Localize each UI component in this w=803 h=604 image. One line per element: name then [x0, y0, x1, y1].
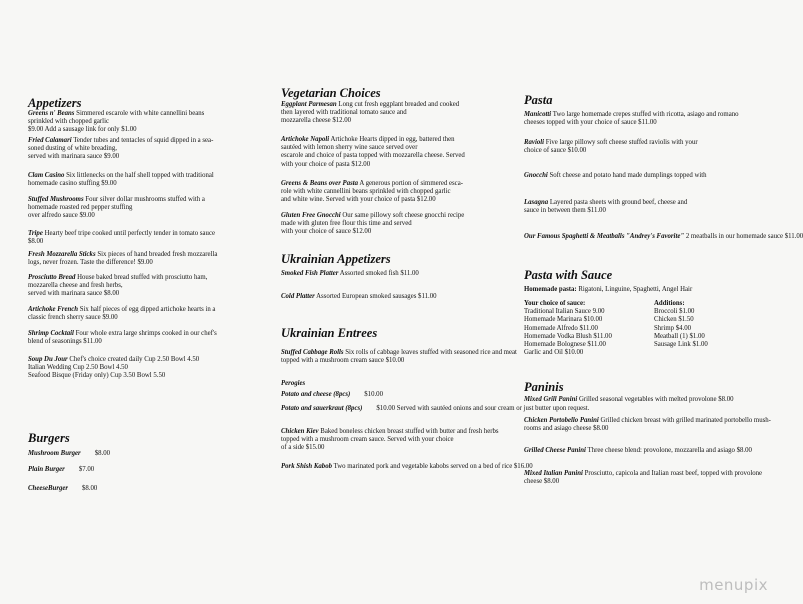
menu-item — [28, 450, 258, 458]
watermark: menupix — [699, 576, 768, 594]
item-name: Artichoke Napoli — [281, 136, 330, 143]
item-desc-line: Soft cheese and potato hand made dumplings topped with — [549, 172, 707, 179]
additions-header: Additions: — [654, 300, 685, 307]
sauce-option: Traditional Italian Sauce 9.00 — [524, 308, 605, 316]
item-desc-line: homemade casino stuffing $9.00 — [28, 180, 117, 188]
item-name: Cold Platter — [281, 293, 315, 300]
ukrainian-appetizers-title: Ukrainian Appetizers — [281, 252, 391, 266]
item-desc-line: Grilled chicken breast with grilled marinated portobello mush- — [600, 417, 771, 424]
item-name: Ravioli — [524, 139, 545, 146]
menu-item — [281, 136, 511, 169]
item-price: $10.00 — [376, 405, 396, 412]
item-desc-line: escarole and choice of pasta topped with mozzarella cheese. Served — [281, 152, 465, 160]
item-name: Greens & Beans over Pasta — [281, 180, 359, 187]
sauce-option: Garlic and Oil $10.00 — [524, 349, 584, 357]
sauce-option: Homemade Vodka Blush $11.00 — [524, 332, 612, 340]
item-desc-line: over alfredo sauce $9.00 — [28, 212, 95, 220]
item-name: Mixed Grill Panini — [524, 396, 578, 403]
addition-option — [654, 349, 708, 357]
item-desc-line: sauce in between them $11.00 — [524, 207, 606, 215]
paninis-title: Paninis — [524, 380, 564, 394]
item-desc-line: Chef's choice created daily Cup 2.50 Bowl 4.50 — [69, 356, 200, 363]
menu-item — [28, 485, 258, 493]
menu-item — [28, 330, 258, 346]
item-price: $8.00 — [82, 485, 98, 492]
item-price: $7.00 — [78, 466, 95, 473]
item-name: Tripe — [28, 230, 43, 237]
item-name: Smoked Fish Platter — [281, 270, 339, 277]
sauce-row — [524, 349, 708, 357]
item-desc-line: served with marinara sauce $8.00 — [28, 290, 120, 298]
item-desc-line: served with marinara sauce $9.00 — [28, 153, 120, 161]
sauce-option: Homemade Marinara $10.00 — [524, 316, 603, 324]
sauce-row — [524, 308, 708, 316]
item-name: Manicotti — [524, 111, 552, 118]
item-desc-line: mozzarella cheese and fresh herbs, — [28, 282, 123, 290]
menu-item — [28, 466, 258, 474]
item-name: Soup Du Jour — [28, 356, 68, 363]
item-desc-line: cheese $8.00 — [524, 478, 560, 486]
pasta-types: Rigatoni, Linguine, Spaghetti, Angel Hair — [578, 286, 693, 293]
item-desc-line: $9.00 Add a sausage link for only $1.00 — [28, 126, 137, 134]
menu-item — [281, 428, 511, 453]
menu-item — [28, 230, 258, 246]
item-name: Prosciutto Bread — [28, 274, 76, 281]
item-desc-line: topped with a mushroom cream sauce. Served with your choice — [281, 436, 454, 444]
addition-option: Sausage Link $1.00 — [654, 341, 708, 349]
item-desc-line: topped with a mushroom cream sauce $10.00 — [281, 357, 405, 365]
item-desc-line: sautéed with lemon sherry wine sauce served over — [281, 144, 418, 152]
item-desc-line: Grilled seasonal vegetables with melted provolone $8.00 — [578, 396, 734, 403]
item-name: Fresh Mozzarella Sticks — [28, 251, 96, 258]
menu-item — [28, 110, 258, 135]
item-desc-line: $8.00 — [28, 238, 44, 246]
item-desc-line: and white wine. Served with your choice of pasta $12.00 — [281, 196, 436, 204]
menu-item — [281, 212, 511, 237]
ukrainian-entrees-title: Ukrainian Entrees — [281, 326, 378, 340]
item-desc-line: Baked boneless chicken breast stuffed with butter and fresh herbs — [320, 428, 499, 435]
menu-item — [281, 391, 511, 399]
item-desc-line: of a side $15.00 — [281, 444, 325, 452]
addition-option: Shrimp $4.00 — [654, 324, 692, 332]
menu-item — [281, 405, 590, 413]
item-name: Gnocchi — [524, 172, 548, 179]
item-desc-line: Four whole extra large shrimps cooked in our chef's — [75, 330, 217, 337]
sauce-row — [524, 325, 708, 333]
item-desc-line: choice of sauce $10.00 — [524, 147, 587, 155]
item-desc-line: cheeses topped with your choice of sauce $11.00 — [524, 119, 657, 127]
item-desc-line: Layered pasta sheets with ground beef, cheese and — [549, 199, 688, 206]
sauce-option: Homemade Bolognese $11.00 — [524, 341, 606, 349]
menu-item — [524, 447, 762, 455]
item-desc-line: A generous portion of simmered esca- — [359, 180, 463, 187]
item-desc-line: Four silver dollar mushrooms stuffed with a — [85, 196, 205, 203]
item-desc-line: Two large homemade crepes stuffed with ricotta, asiago and romano — [552, 111, 739, 118]
sauce-row — [524, 316, 708, 324]
menu-item — [281, 463, 533, 471]
item-desc-line: Two marinated pork and vegetable kabobs served on a bed of rice $16.00 — [333, 463, 533, 470]
menu-item — [524, 233, 803, 241]
item-name: Plain Burger — [28, 466, 65, 473]
item-price: $10.00 — [364, 391, 383, 398]
item-desc-line: Long cut fresh eggplant breaded and cooked — [338, 101, 460, 108]
item-desc-line: Six littlenecks on the half shell topped with traditional — [66, 172, 214, 179]
item-desc-line: Prosciutto, capicola and Italian roast beef, topped with provolone — [584, 470, 763, 477]
item-desc-line: classic french sherry sauce $9.00 — [28, 314, 118, 322]
item-desc-line: made with gluten free flour this time and served — [281, 220, 412, 228]
item-name: Potato and cheese (8pcs) — [281, 391, 351, 398]
menu-item — [281, 349, 517, 365]
pasta-sauce-title: Pasta with Sauce — [524, 268, 613, 282]
item-desc-line: blend of seasonings $11.00 — [28, 338, 102, 346]
item-name: Gluten Free Gnocchi — [281, 212, 341, 219]
sauce-table — [524, 300, 708, 357]
homemade-pasta-label: Homemade pasta: — [524, 286, 577, 293]
menu-item — [524, 139, 762, 155]
menu-item — [524, 396, 762, 404]
item-desc-line: homemade roasted red pepper stuffing — [28, 204, 133, 212]
vegetarian-title: Vegetarian Choices — [281, 86, 381, 100]
item-desc-line: 2 meatballs in our homemade sauce $11.00 — [685, 233, 803, 240]
item-desc-line: mozzarella cheese $12.00 — [281, 117, 352, 125]
sauce-row — [524, 333, 708, 341]
item-desc-line: with your choice of sauce $12.00 — [281, 228, 372, 236]
item-desc-line: soned dusting of white breading, — [28, 145, 117, 153]
menu-item — [28, 196, 258, 221]
menu-item — [281, 270, 511, 278]
item-name: Clam Casino — [28, 172, 65, 179]
menu-item — [28, 137, 258, 162]
item-desc-line: Artichoke Hearts dipped in egg, battered then — [330, 136, 455, 143]
item-desc-line: logs, never frozen. Taste the difference! $9.00 — [28, 259, 153, 267]
item-name: Potato and sauerkraut (8pcs) — [281, 405, 363, 412]
item-desc-line: Our same pillowy soft cheese gnocchi recipe — [342, 212, 465, 219]
sauce-row — [524, 341, 708, 349]
item-name: Perogies — [281, 380, 306, 387]
item-desc-line: Five large pillowy soft cheese stuffed raviolis with your — [545, 139, 698, 146]
item-desc-line: sprinkled with chopped garlic — [28, 118, 109, 126]
item-desc-line: House baked bread stuffed with prosciutto ham, — [77, 274, 208, 281]
menu-item — [524, 199, 762, 215]
menu-item — [281, 180, 511, 205]
sauce-table-wrap — [524, 300, 762, 357]
item-name: Our Famous Spaghetti & Meatballs "Andrey's Favorite" — [524, 233, 685, 240]
item-desc-line: Six pieces of hand breaded fresh mozzarella — [97, 251, 218, 258]
item-desc-line: rooms and asiago cheese $8.00 — [524, 425, 609, 433]
item-desc-line: with your choice of pasta $12.00 — [281, 160, 371, 168]
item-name: Artichoke French — [28, 306, 79, 313]
item-desc-line: then layered with traditional tomato sauce and — [281, 109, 407, 117]
item-desc-line: Three cheese blend: provolone, mozzarella and asiago $8.00 — [587, 447, 752, 454]
item-desc-line: Hearty beef tripe cooked until perfectly tender in tomato sauce — [44, 230, 215, 237]
item-desc-line: Six rolls of cabbage leaves stuffed with seasoned rice and meat — [345, 349, 517, 356]
item-name: Grilled Cheese Panini — [524, 447, 586, 454]
item-name: Stuffed Mushrooms — [28, 196, 84, 203]
menu-item — [28, 274, 258, 299]
item-desc-line: Simmered escarole with white cannellini beans — [76, 110, 205, 117]
menu-item — [524, 172, 762, 180]
menu-item — [28, 172, 258, 188]
item-name: Stuffed Cabbage Rolls — [281, 349, 344, 356]
item-name: Lasagna — [524, 199, 549, 206]
item-name: Chicken Kiev — [281, 428, 319, 435]
sauce-header: Your choice of sauce: — [524, 300, 586, 307]
item-desc-line: Tender tubes and tentacles of squid dipped in a sea- — [73, 137, 214, 144]
item-name: Mushroom Burger — [28, 450, 81, 457]
menu-item — [524, 111, 762, 127]
menu-item — [28, 356, 258, 381]
item-name: Greens n' Beans — [28, 110, 75, 117]
item-desc-line: Assorted smoked fish $11.00 — [339, 270, 419, 277]
item-desc-line: Italian Wedding Cup 2.50 Bowl 4.50 — [28, 364, 128, 372]
appetizers-title: Appetizers — [28, 96, 82, 110]
item-name: Mixed Italian Panini — [524, 470, 583, 477]
item-name: Shrimp Cocktail — [28, 330, 74, 337]
addition-option: Meatball (1) $1.00 — [654, 332, 705, 340]
burgers-title: Burgers — [28, 431, 70, 445]
addition-option: Broccoli $1.00 — [654, 308, 695, 316]
item-name: Pork Shish Kabob — [281, 463, 332, 470]
menu-item — [281, 101, 511, 126]
pasta-title: Pasta — [524, 93, 553, 107]
item-name: CheeseBurger — [28, 485, 69, 492]
item-desc-line: role with white cannellini beans sprinkled with chopped garlic — [281, 188, 451, 196]
menu-item — [281, 380, 511, 388]
sauce-option: Homemade Alfredo $11.00 — [524, 324, 598, 332]
item-price: $8.00 — [94, 450, 110, 457]
item-desc-line: Assorted European smoked sausages $11.00 — [316, 293, 437, 300]
item-desc-line: Served with sautéed onions and sour cream or just butter upon request. — [396, 405, 590, 412]
menu-item — [28, 251, 258, 267]
item-desc-line: Six half pieces of egg dipped artichoke hearts in a — [79, 306, 216, 313]
item-name: Chicken Portobello Panini — [524, 417, 599, 424]
item-name: Eggplant Parmesan — [281, 101, 337, 108]
addition-option: Chicken $1.50 — [654, 316, 694, 324]
menu-item — [28, 306, 258, 322]
homemade-pasta-line — [524, 286, 762, 294]
menu-item — [524, 470, 762, 486]
item-desc-line: Seafood Bisque (Friday only) Cup 3.50 Bowl 5.50 — [28, 372, 166, 380]
menu-item — [281, 293, 511, 301]
item-name: Fried Calamari — [28, 137, 72, 144]
menu-item — [524, 417, 771, 433]
